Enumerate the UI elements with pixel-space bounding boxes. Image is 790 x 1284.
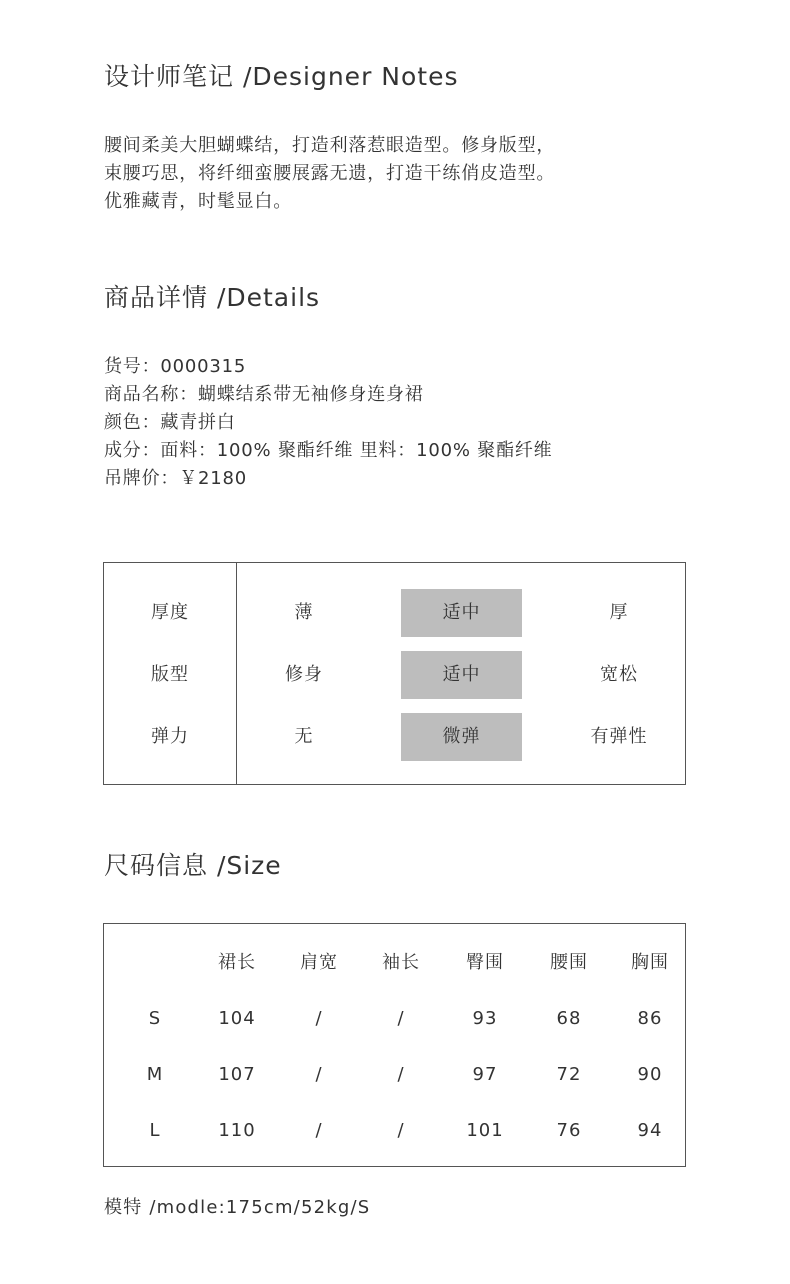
size-cell: 90: [637, 1064, 663, 1085]
designer-notes-text: [104, 132, 724, 216]
size-header: 臀围: [466, 952, 504, 973]
size-header: 肩宽: [300, 952, 338, 973]
notes-line: 优雅藏青，时髦显白。: [104, 191, 292, 212]
notes-line: 腰间柔美大胆蝴蝶结，打造利落惹眼造型。修身版型，: [104, 135, 556, 156]
size-cell: 101: [466, 1120, 504, 1141]
attr-option-selected: 适中: [401, 651, 522, 699]
size-header: 袖长: [382, 952, 420, 973]
detail-composition: 成分：面料：100% 聚酯纤维 里料：100% 聚酯纤维: [104, 440, 553, 461]
size-header: 胸围: [631, 952, 669, 973]
attr-row-thickness: [104, 589, 685, 637]
attr-option-selected: 微弹: [401, 713, 522, 761]
attr-label: 版型: [151, 664, 189, 685]
size-label: M: [146, 1064, 164, 1085]
size-cell: /: [315, 1120, 323, 1141]
attr-label: 弹力: [151, 726, 189, 747]
size-cell: 110: [218, 1120, 256, 1141]
size-cell: /: [397, 1064, 405, 1085]
size-cell: 104: [218, 1008, 256, 1029]
size-cell: 107: [218, 1064, 256, 1085]
size-label: L: [149, 1120, 161, 1141]
size-cell: 86: [637, 1008, 663, 1029]
detail-color: 颜色：藏青拼白: [104, 412, 236, 433]
attr-option: 有弹性: [590, 726, 648, 747]
size-cell: 93: [472, 1008, 498, 1029]
attr-row-fit: [104, 651, 685, 699]
attr-option: 厚: [609, 602, 629, 623]
size-cell: /: [315, 1064, 323, 1085]
attr-option: 修身: [285, 664, 323, 685]
notes-line: 束腰巧思，将纤细蛮腰展露无遗，打造干练俏皮造型。: [104, 163, 556, 184]
size-cell: 76: [556, 1120, 582, 1141]
attr-label: 厚度: [151, 602, 189, 623]
attr-option: 宽松: [600, 664, 638, 685]
size-table: [103, 923, 686, 1167]
detail-name: 商品名称：蝴蝶结系带无袖修身连身裙: [104, 384, 424, 405]
size-cell: /: [397, 1008, 405, 1029]
size-title: 尺码信息 /Size: [104, 851, 282, 880]
detail-price: 吊牌价：￥2180: [104, 468, 248, 489]
detail-sku: 货号：0000315: [104, 356, 247, 377]
size-cell: 94: [637, 1120, 663, 1141]
size-cell: /: [315, 1008, 323, 1029]
size-cell: 97: [472, 1064, 498, 1085]
attr-row-elasticity: [104, 713, 685, 761]
designer-notes-title: 设计师笔记 /Designer Notes: [104, 62, 459, 91]
fabric-attributes-table: [103, 562, 686, 785]
size-header: 腰围: [550, 952, 588, 973]
details-title: 商品详情 /Details: [104, 283, 321, 312]
size-cell: 68: [556, 1008, 582, 1029]
size-header: 裙长: [218, 952, 256, 973]
details-list: [104, 353, 552, 493]
size-cell: /: [397, 1120, 405, 1141]
model-info: 模特 /modle:175cm/52kg/S: [104, 1197, 371, 1218]
size-label: S: [148, 1008, 162, 1029]
attr-option: 无: [294, 726, 314, 747]
attr-option: 薄: [294, 602, 314, 623]
attr-option-selected: 适中: [401, 589, 522, 637]
size-cell: 72: [556, 1064, 582, 1085]
